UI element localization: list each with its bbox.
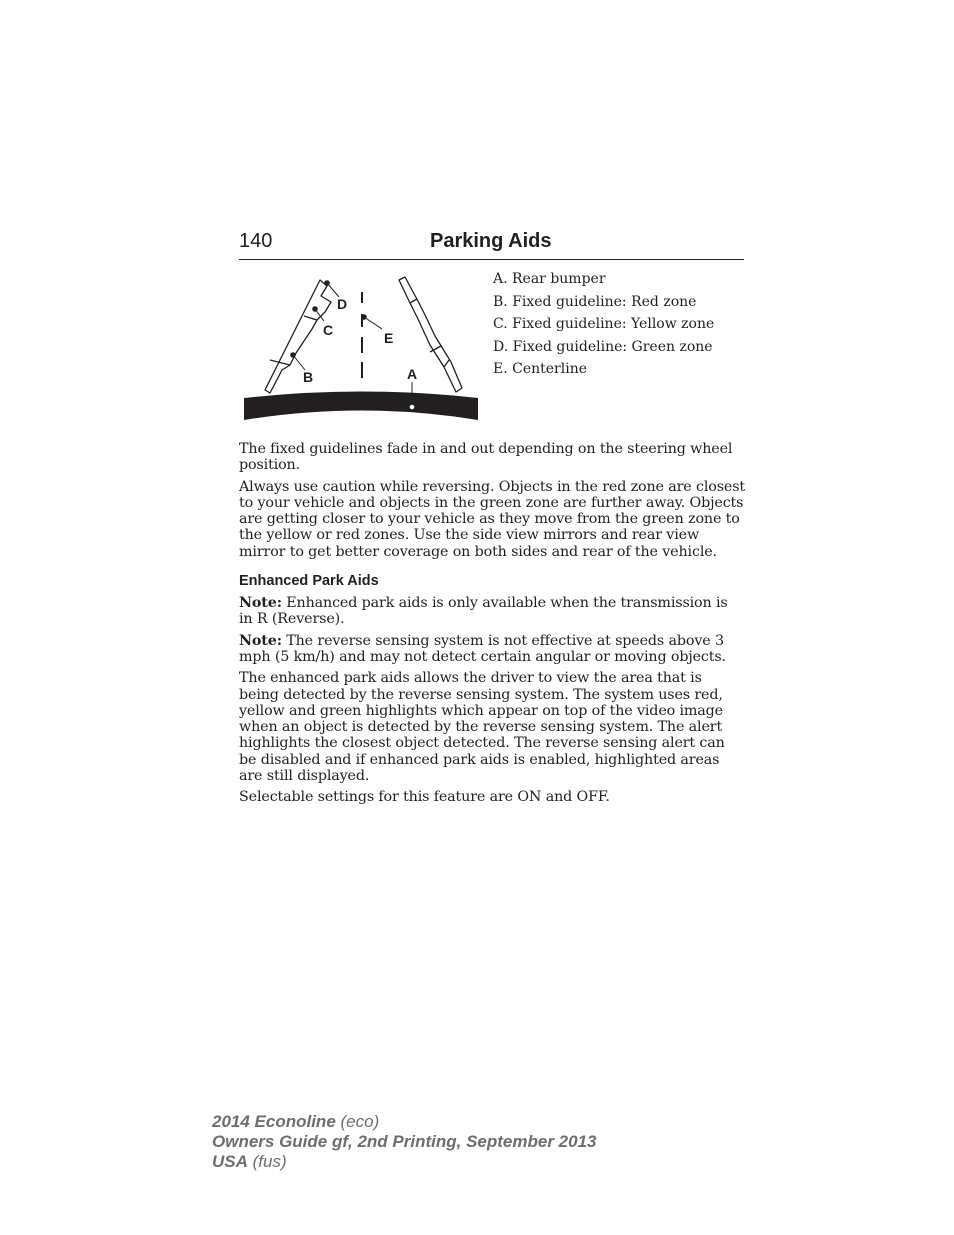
rear-bumper <box>244 392 478 421</box>
callout-a: A <box>407 366 418 382</box>
legend-item: B. Fixed guideline: Red zone <box>493 293 697 310</box>
note <box>239 595 745 628</box>
paragraph: Selectable settings for this feature are ON and OFF. <box>239 789 610 806</box>
legend-item: C. Fixed guideline: Yellow zone <box>493 316 715 332</box>
body-text <box>239 441 745 811</box>
paragraph: Always use caution while reversing. Objects in the red zone are closest to your vehicle and objects in the green zone are further away. Objects are getting closer to your vehicle as they move from the green zone to the yellow or red zones. Use the side view mirrors and rear view mirror to get better coverage on both sides and rear of the vehicle. <box>239 478 746 560</box>
callout-e: E <box>384 330 394 346</box>
left-guideline <box>265 280 334 393</box>
callout-d: D <box>337 296 348 312</box>
footer-edition: Owners Guide gf, 2nd Printing, September 2013 <box>212 1132 597 1151</box>
footer-region: USA <box>212 1152 248 1171</box>
legend-item: D. Fixed guideline: Green zone <box>493 338 713 355</box>
callout-c: C <box>323 322 334 338</box>
section-heading: Enhanced Park Aids <box>239 573 379 590</box>
page-number: 140 <box>239 230 273 252</box>
paragraph: The fixed guidelines fade in and out depending on the steering wheel position. <box>239 441 733 474</box>
note-text: The reverse sensing system is not effective at speeds above 3 mph (5 km/h) and may not detect certain angular or moving objects. <box>239 632 726 665</box>
page-title: Parking Aids <box>430 230 552 252</box>
legend-item: E. Centerline <box>493 361 587 377</box>
legend-item: A. Rear bumper <box>493 271 606 287</box>
rear-camera-guideline-diagram <box>242 272 480 424</box>
footer-model: 2014 Econoline <box>212 1112 336 1131</box>
callout-b: B <box>303 369 314 385</box>
paragraph: The enhanced park aids allows the driver to view the area that is being detected by the reverse sensing system. The system uses red, yellow and green highlights which appear on top of the video image when an object is detected by the reverse sensing system. The alert highlights the closest object detected. The reverse sensing alert can be disabled and if enhanced park aids is enabled, highlighted areas are still displayed. <box>239 670 725 785</box>
footer-model-code: (eco) <box>335 1112 380 1131</box>
footer-region-code: (fus) <box>247 1152 287 1171</box>
note-label: Note: <box>239 595 282 612</box>
note-label: Note: <box>239 632 282 649</box>
page-footer <box>212 1112 596 1172</box>
note-text: Enhanced park aids is only available when the transmission is in R (Reverse). <box>239 595 728 628</box>
note <box>239 633 745 666</box>
figure-legend <box>493 268 714 381</box>
page-header <box>239 229 744 260</box>
